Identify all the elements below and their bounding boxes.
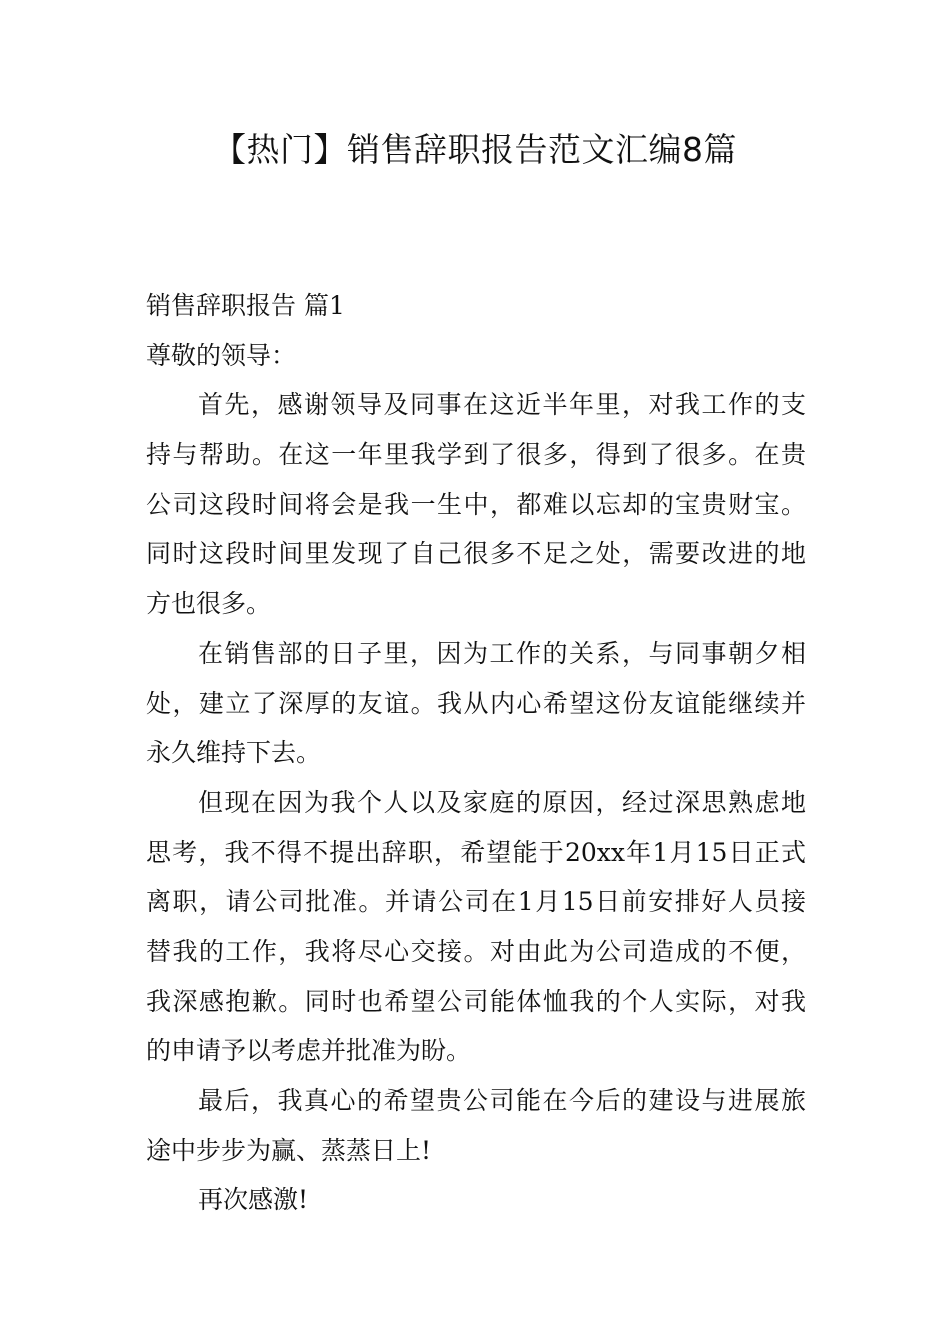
paragraph-line: 的申请予以考虑并批准为盼。 [146, 1036, 472, 1066]
paragraph-line: 途中步步为赢、蒸蒸日上! [146, 1135, 432, 1165]
paragraph-line: 持与帮助。在这一年里我学到了很多，得到了很多。在贵 [146, 440, 806, 470]
paragraph-line: 替我的工作，我将尽心交接。对由此为公司造成的不便， [146, 936, 806, 966]
paragraph-line: 处，建立了深厚的友谊。我从内心希望这份友谊能继续并 [146, 688, 806, 718]
document-body [146, 281, 806, 1225]
document-title: 【热门】销售辞职报告范文汇编8篇 [213, 130, 737, 169]
section-heading: 销售辞职报告 篇1 [146, 291, 345, 320]
paragraph-line: 首先，感谢领导及同事在这近半年里，对我工作的支 [198, 390, 806, 420]
paragraph-line: 我深感抱歉。同时也希望公司能体恤我的个人实际，对我 [146, 986, 806, 1016]
paragraph-line: 但现在因为我个人以及家庭的原因，经过深思熟虑地 [198, 787, 806, 817]
paragraph-line: 在销售部的日子里，因为工作的关系，与同事朝夕相 [198, 638, 806, 668]
paragraph-line: 方也很多。 [146, 589, 272, 619]
paragraph-line: 永久维持下去。 [146, 738, 322, 768]
paragraph-line: 思考，我不得不提出辞职，希望能于20xx年1月15日正式 [146, 837, 806, 867]
paragraph-line: 再次感激! [198, 1185, 309, 1215]
paragraph-line: 公司这段时间将会是我一生中，都难以忘却的宝贵财宝。 [146, 489, 806, 519]
paragraph-line: 最后，我真心的希望贵公司能在今后的建设与进展旅 [198, 1086, 806, 1115]
paragraph-line: 同时这段时间里发现了自己很多不足之处，需要改进的地 [146, 539, 806, 569]
salutation: 尊敬的领导： [146, 340, 297, 370]
paragraph-line: 离职，请公司批准。并请公司在1月15日前安排好人员接 [146, 887, 806, 917]
